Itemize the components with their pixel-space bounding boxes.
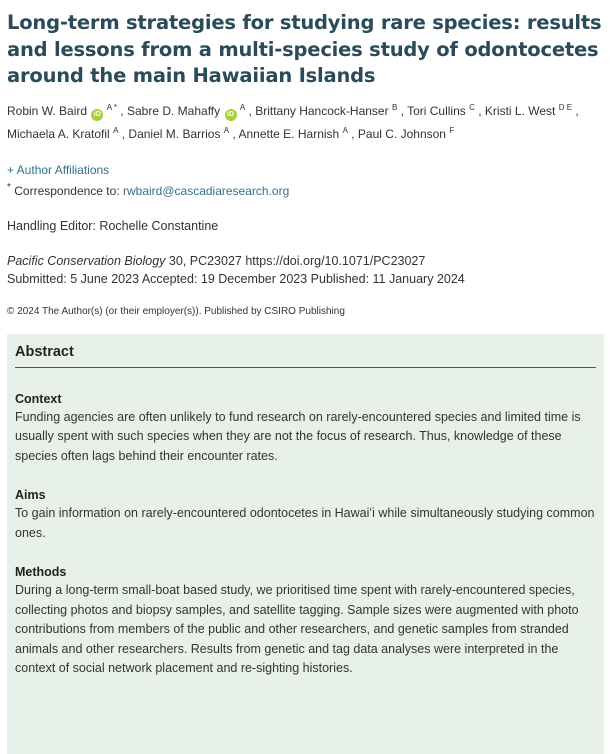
author-separator: , [229,126,239,141]
handling-editor: Handling Editor: Rochelle Constantine [7,218,219,233]
orcid-icon[interactable]: iD [91,109,103,121]
author-affiliation-marker: A [342,125,348,135]
author-affiliation-marker: A [113,125,119,135]
citation-details: 30, PC23027 https://doi.org/10.1071/PC23027 [165,253,426,268]
citation [7,252,604,270]
correspondence-label: Correspondence to: [14,183,120,198]
author-list [7,98,604,144]
author-affiliation-marker: D E [558,102,573,112]
author-name[interactable]: Kristi L. West [484,103,556,118]
author-separator: , [116,103,127,118]
abstract-section-text: During a long-term small-boat based study, we prioritised time spent with rarely-encountered species, collecting photos and biopsy samples, and satellite tagging. Sample sizes were augmented with photo contributions from members of the public and other researchers, and genetic samples from stranded animals and other researchers. Results from genetic and tag data analyses were interpreted in the context of social network placement and re-sighting histories. [15,583,579,675]
author-name[interactable]: Paul C. Johnson [357,126,446,141]
author-separator: , [572,103,579,118]
author-name[interactable]: Annette E. Harnish [238,126,340,141]
abstract-panel [7,334,604,754]
abstract-section-heading: Methods [15,565,67,579]
correspondence-email-link[interactable]: rwbaird@cascadiaresearch.org [123,183,290,198]
author-affiliations-link[interactable]: + Author Affiliations [7,162,110,177]
author-name[interactable]: Robin W. Baird [7,103,88,118]
author-separator: , [474,103,485,118]
author-affiliation-marker: A [239,102,246,112]
author-name[interactable]: Michaela A. Kratofil [7,126,110,141]
author-name[interactable]: Sabre D. Mahaffy [126,103,221,118]
author-affiliation-marker: A * [106,102,117,112]
author-affiliations [7,161,604,179]
abstract-heading: Abstract [15,344,596,368]
journal-name: Pacific Conservation Biology [7,253,166,268]
correspondence-marker: * [7,181,11,193]
abstract-section-text: Funding agencies are often unlikely to fund research on rarely-encountered species and limited time is usually spent with such species when they are not the focus of research. Thus, knowledge of these species often lags behind their encounter rates. [15,409,581,463]
author-name[interactable]: Daniel M. Barrios [128,126,221,141]
article-title: Long-term strategies for studying rare species: results and lessons from a multi-species study of odontocetes around the main Hawaiian Islands [7,11,602,87]
publication-dates: Submitted: 5 June 2023 Accepted: 19 December 2023 Published: 11 January 2024 [7,271,465,286]
author-name[interactable]: Brittany Hancock-Hanser [255,103,389,118]
author-separator: , [118,126,129,141]
author-name[interactable]: Tori Cullins [407,103,466,118]
author-separator: , [245,103,256,118]
copyright-notice: © 2024 The Author(s) (or their employer(s)). Published by CSIRO Publishing [7,305,345,317]
orcid-icon[interactable]: iD [225,109,237,121]
abstract-section-heading: Aims [15,488,46,502]
correspondence [7,179,604,200]
abstract-section-heading: Context [15,391,62,406]
author-separator: , [397,103,408,118]
author-affiliation-marker: B [391,102,398,112]
abstract-section-text: To gain information on rarely-encountered odontocetes in Hawaiʻi while simultaneously studying common ones. [15,506,595,540]
author-affiliation-marker: F [449,125,455,135]
author-affiliation-marker: C [469,102,475,112]
author-separator: , [347,126,358,141]
author-affiliation-marker: A [223,125,230,135]
